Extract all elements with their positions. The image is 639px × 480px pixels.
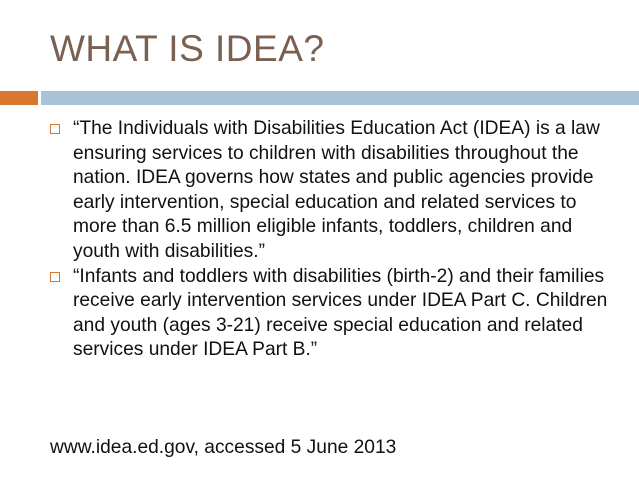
- bullet-item: [50, 265, 620, 363]
- source-citation: www.idea.ed.gov, accessed 5 June 2013: [50, 437, 397, 458]
- bullet-text: “The Individuals with Disabilities Education Act (IDEA) is a law ensuring services to children with disabilities throughout the nation. IDEA governs how states and public agencies provide early intervention, special education and related services to more than 6.5 million eligible infants, toddlers, children and youth with disabilities.”: [73, 118, 600, 262]
- bullet-list: [50, 117, 620, 363]
- bullet-text: “Infants and toddlers with disabilities (birth-2) and their families receive early intervention services under IDEA Part C. Children and youth (ages 3-21) receive special education and related services under IDEA Part B.”: [73, 265, 608, 361]
- square-bullet-icon: [50, 124, 60, 134]
- accent-bar: [0, 91, 38, 105]
- page-title: WHAT IS IDEA?: [50, 28, 325, 69]
- square-bullet-icon: [50, 272, 60, 282]
- bullet-item: [50, 117, 620, 265]
- divider-bar: [41, 91, 639, 105]
